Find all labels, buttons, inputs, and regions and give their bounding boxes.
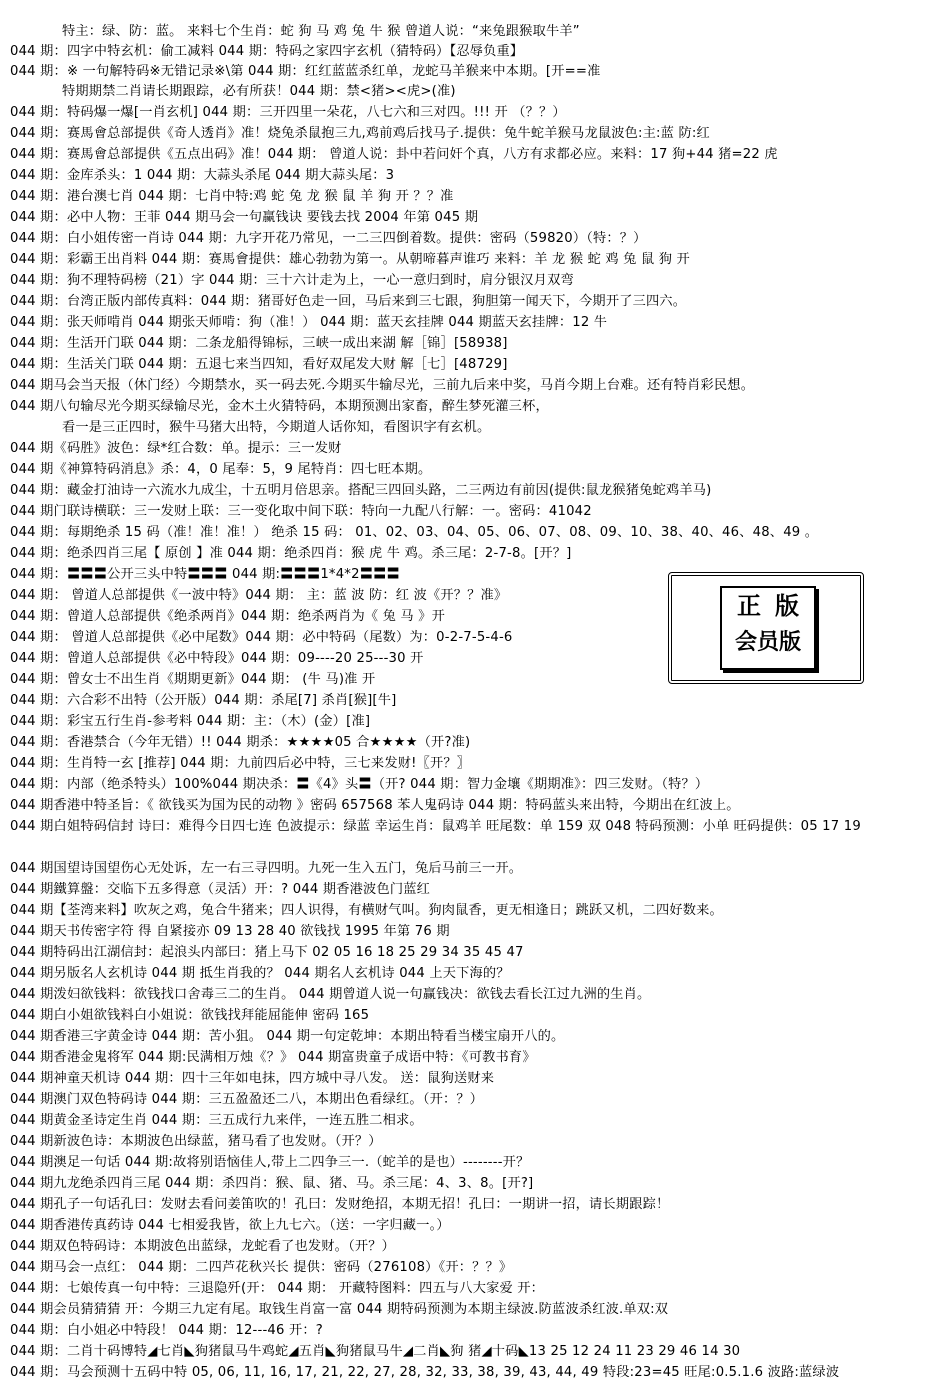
text-line: 044 期：七娘传真一句中特：三退隐歼(开： 044 期： 开藏特图料：四五与八大家爱 开： <box>10 1281 545 1296</box>
text-line: 044 期新波色诗：本期波色出绿蓝，猪马看了也发财。（开？） <box>10 1134 382 1149</box>
text-line: 044 期：生活开门联 044 期：二条龙船得锦标，三峡一成出来湖 解［锦］[58938] <box>10 336 508 351</box>
text-line: 044 期：四字中特玄机：偷工减料 044 期：特码之家四字玄机（猜特码）【忍辱负重】 <box>10 44 524 59</box>
text-line: 044 期：港台澳七肖 044 期：七肖中特:鸡 蛇 兔 龙 猴 鼠 羊 狗 开 ？？准 <box>10 189 454 204</box>
text-line: 044 期：台湾正版内部传真料：044 期：猪哥好色走一回，马后来到三七跟，狗胆第一闻天下，今期开了三四六。 <box>10 294 687 309</box>
text-line: 044 期：曾道人总部提供《必中特段》044 期：09----20 25---30 开 <box>10 651 424 666</box>
text-line: 特期期禁二肖请长期跟踪，必有所获！044 期：禁<猪><虎>(准) <box>62 84 456 99</box>
text-line: 044 期【荃湾来料】吹灰之鸡，兔合牛猪来；四人识得，有横财气叫。狗肉鼠香，更无相逢日；跳跃又机，二四好数来。 <box>10 903 723 918</box>
text-line: 044 期天书传密字符 得 自紧接亦 09 13 28 40 欲钱找 1995 年第 76 期 <box>10 924 450 939</box>
text-line: 044 期： 曾道人总部提供《一波中特》044 期： 主：蓝 波 防：红 波《开？？准》 <box>10 588 508 603</box>
text-line: 044 期：赛馬會总部提供《奇人透肖》准！烧兔杀鼠抱三九,鸡前鸡后找马子.提供：兔牛蛇羊猴马龙鼠波色:主:蓝 防:红 <box>10 126 710 141</box>
text-line: 044 期另版名人玄机诗 044 期 抵生肖我的？ 044 期名人玄机诗 044 上天下海的？ <box>10 966 510 981</box>
badge-line-1: 正版 <box>737 591 813 620</box>
text-line: 044 期澳足一句话 044 期:故将别语恼佳人,带上二四争三一.（蛇羊的是也）--------开？ <box>10 1155 530 1170</box>
text-line: 044 期：生活关门联 044 期：五退七来当四知，看好双尾发大财 解［七］[48729] <box>10 357 508 372</box>
text-line: 看一是三正四时，猴牛马猪大出特，今期道人话你知，看图识字有玄机。 <box>62 420 491 435</box>
text-line: 044 期特码出江湖信封：起浪头内部曰：猪上马下 02 05 16 18 25 29 34 35 45 47 <box>10 945 524 960</box>
text-line: 044 期：狗不理特码榜（21）字 044 期：三十六计走为上，一心一意归到时，肩分银汉月双弯 <box>10 273 574 288</box>
text-line: 044 期：彩宝五行生肖-参考料 044 期：主：（木）(金）[准] <box>10 714 371 729</box>
text-line: 044 期鐵算盤：交临下五多得意（灵活）开：? 044 期香港波色门蓝红 <box>10 882 430 897</box>
text-line: 044 期香港三字黄金诗 044 期：苦小狙。 044 期一句定乾坤：本期出特看当楼宝扇开八的。 <box>10 1029 565 1044</box>
text-line: 044 期神童天机诗 044 期：四十三年如电抹，四方城中寻八发。 送：鼠狗送财来 <box>10 1071 495 1086</box>
text-line: 044 期：绝杀四肖三尾【 原创 】准 044 期：绝杀四肖：猴 虎 牛 鸡。杀三尾：2-7-8。[开？] <box>10 546 572 561</box>
text-line: 044 期会员猜猜猜 开：今期三九定有尾。取钱生肖富一富 044 期特码预测为本期主绿波.防蓝波杀红波.单双:双 <box>10 1302 669 1317</box>
text-line: 044 期：〓〓〓公开三头中特〓〓〓 044 期:〓〓〓1*4*2〓〓〓 <box>10 567 400 582</box>
text-line: 044 期：内部（绝杀特头）100%044 期决杀：〓《4》头〓（开? 044 期：智力金壤《期期准》：四三发财。（特？） <box>10 777 709 792</box>
text-line: 044 期白小姐欲钱料白小姐说：欲钱找拜能屈能伸 密码 165 <box>10 1008 370 1023</box>
text-line: 044 期： 曾道人总部提供《必中尾数》044 期：必中特码（尾数）为：0-2-7-5-4-6 <box>10 630 513 645</box>
text-line: 044 期：二肖十码博特◢七肖◣狗猪鼠马牛鸡蛇◢五肖◣狗猪鼠马牛◢二肖◣狗 猪◢十码◣13 25 12 24 11 23 29 46 14 30 <box>10 1344 741 1359</box>
edition-badge <box>668 572 864 684</box>
text-line: 044 期孔子一句话孔曰：发财去看问姜笛吹的！孔曰：发财绝招，本期无招！孔曰：一期讲一招，请长期跟踪！ <box>10 1197 670 1212</box>
text-line: 044 期：特码爆一爆[一肖玄机] 044 期：三开四里一朵花，八七六和三对四。!!! 开 （？？） <box>10 105 566 120</box>
text-line: 044 期《神算特码消息》杀：4，0 尾奉：5，9 尾特肖：四七旺本期。 <box>10 462 432 477</box>
text-line: 044 期马会当天报（休门经）今期禁水，买一码去死.今期买牛输尽光，三前九后来中奖，马肖今期上台难。还有特肖彩民想。 <box>10 378 755 393</box>
text-line: 特主：绿、防：蓝。 来料七个生肖：蛇 狗 马 鸡 兔 牛 猴 曾道人说：“来兔跟猴取牛羊” <box>62 24 580 39</box>
text-line: 044 期：金库杀头：1 044 期：大蒜头杀尾 044 期大蒜头尾：3 <box>10 168 395 183</box>
badge-line-2: 会员版 <box>734 629 801 655</box>
text-line: 044 期八句输尽光今期买绿输尽光，金木土火猜特码，本期预测出家畜，醉生梦死灌三杯， <box>10 399 549 414</box>
text-line: 044 期白姐特码信封 诗曰：难得今日四七连 色波提示：绿蓝 幸运生肖：鼠鸡羊 旺尾数：单 159 双 048 特码预测：小单 旺码提供：05 17 19 <box>10 819 861 834</box>
text-line: 044 期：香港禁合（今年无错）!! 044 期杀：★★★★05 合★★★★（开?准) <box>10 735 471 750</box>
text-line: 044 期《码胜》波色：绿*红合数：单。提示：三一发财 <box>10 441 342 456</box>
text-line: 044 期：曾道人总部提供《绝杀两肖》044 期：绝杀两肖为《 兔 马 》开 <box>10 609 445 624</box>
text-line: 044 期：彩霸王出肖料 044 期：赛馬會提供：雄心勃勃为第一。从朝啼暮声谁巧 来料：羊 龙 猴 蛇 鸡 兔 鼠 狗 开 <box>10 252 690 267</box>
text-line: 044 期：马会预测十五码中特 05, 06, 11, 16, 17, 21, 22, 27, 28, 32, 33, 38, 39, 43, 44, 49 特段:23=45 旺尾:0.5.1.6 波路:蓝绿波 <box>10 1365 840 1380</box>
text-line: 044 期门联诗横联：三一发财上联：三一变化取中间下联：特向一九配八行解：一。密码：41042 <box>10 504 592 519</box>
text-line: 044 期香港金鬼将军 044 期:民满相万烛《？》 044 期富贵童子成语中特：《可教书育》 <box>10 1050 536 1065</box>
text-line: 044 期：每期绝杀 15 码（准！准！准！） 绝杀 15 码： 01、02、03、04、05、06、07、08、09、10、38、40、46、48、49 。 <box>10 525 819 540</box>
text-line: 044 期：曾女士不出生肖《期期更新》044 期： (牛 马)准 开 <box>10 672 376 687</box>
text-line: 044 期：生肖特一玄 [推荐] 044 期：九前四后必中特，三七来发财!〖开？〗 <box>10 756 471 771</box>
text-line: 044 期：※ 一句解特码※无错记录※\第 044 期：红红蓝蓝杀红单，龙蛇马羊猴来中本期。[开==准 <box>10 64 601 79</box>
text-line: 044 期：张天师啃肖 044 期张天师啃：狗（准！） 044 期：蓝天玄挂牌 044 期蓝天玄挂牌：12 牛 <box>10 315 608 330</box>
text-line: 044 期：赛馬會总部提供《五点出码》准！044 期： 曾道人说：卦中若问奸个真，八方有求都必应。来料：17 狗+44 猪=22 虎 <box>10 147 778 162</box>
text-line: 044 期国望诗国望伤心无处诉，左一右三寻四明。九死一生入五门，兔后马前三一开。 <box>10 861 523 876</box>
text-line: 044 期：藏金打油诗一六流水九成尘，十五明月倍思亲。搭配三四回头路，二三两边有前因(提供:鼠龙猴猪兔蛇鸡羊马) <box>10 483 712 498</box>
text-line: 044 期双色特码诗：本期波色出蓝绿，龙蛇看了也发财。（开？） <box>10 1239 396 1254</box>
text-line: 044 期：白小姐传密一肖诗 044 期：九字开花乃常见，一二三四倒着数。提供：密码（59820）（特：？） <box>10 231 647 246</box>
text-line: 044 期九龙绝杀四肖三尾 044 期：杀四肖：猴、鼠、猪、马。杀三尾：4、3、8。[开?] <box>10 1176 534 1191</box>
text-line: 044 期澳门双色特码诗 044 期：三五盈盈还二八，本期出色看绿红。（开：？） <box>10 1092 484 1107</box>
text-line: 044 期泼妇欲钱料：欲钱找口舍毒三二的生肖。 044 期曾道人说一句赢钱决：欲钱去看长江过九洲的生肖。 <box>10 987 651 1002</box>
text-line: 044 期：必中人物：王菲 044 期马会一句赢钱诀 要钱去找 2004 年第 045 期 <box>10 210 479 225</box>
text-line: 044 期：白小姐必中特段！ 044 期：12---46 开：? <box>10 1323 323 1338</box>
text-line: 044 期黄金圣诗定生肖 044 期：三五成行九来伴，一连五胜二相求。 <box>10 1113 423 1128</box>
text-line: 044 期香港中特圣旨：《 欲钱买为国为民的动物 》密码 657568 苯人鬼码诗 044 期：特码蓝头来出特，今期出在红波上。 <box>10 798 740 813</box>
edition-badge-inner <box>720 586 816 670</box>
text-line: 044 期马会一点红： 044 期：二四芦花秋兴长 提供：密码（276108）《开：？？》 <box>10 1260 513 1275</box>
text-line: 044 期香港传真药诗 044 七相爱我皆，欲上九七六。（送：一字归藏一。） <box>10 1218 450 1233</box>
text-line: 044 期：六合彩不出特（公开版）044 期：杀尾[7] 杀肖[猴][牛] <box>10 693 397 708</box>
